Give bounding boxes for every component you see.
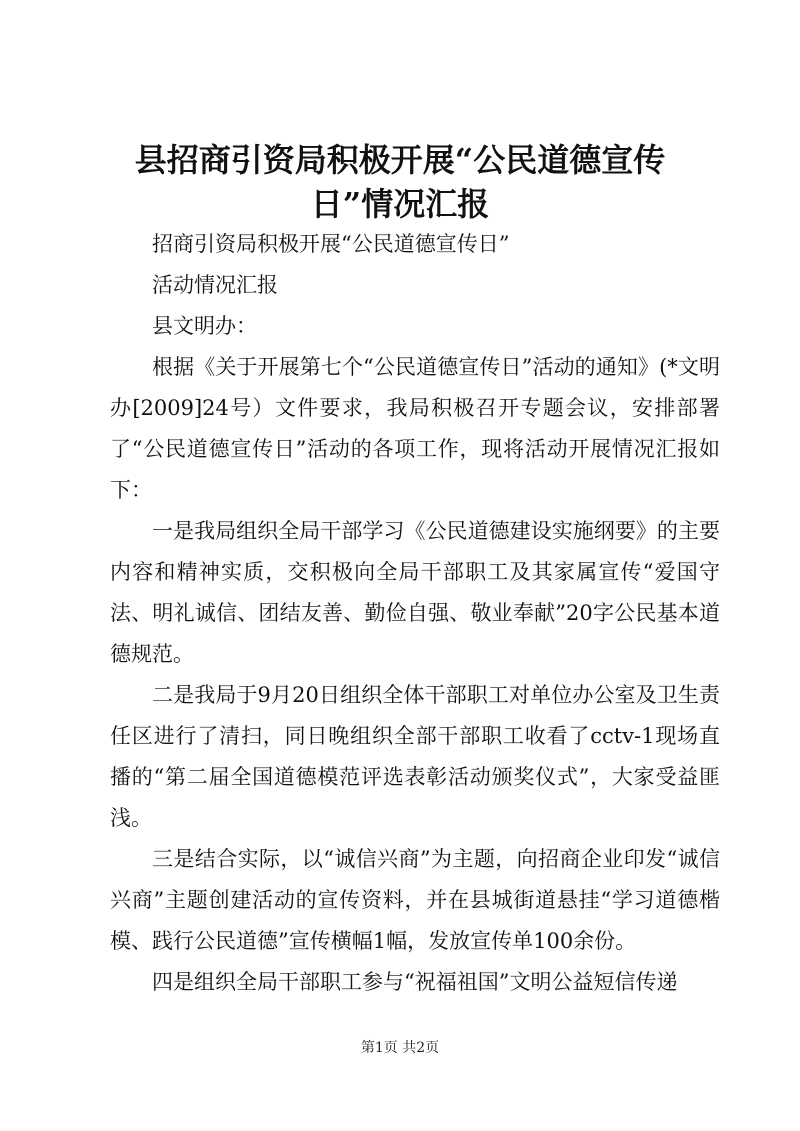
paragraph-subtitle-line-2: 活动情况汇报 xyxy=(152,273,278,297)
paragraph-addressee: 县文明办： xyxy=(152,314,257,338)
paragraph-item-1: 一是我局组织全局干部学习《公民道德建设实施纲要》的主要内容和精神实质，交积极向全局干部职工及其家属宣传“爱国守法、明礼诚信、团结友善、勤俭自强、敬业奉献”20字公民基本道德规范。 xyxy=(110,519,720,666)
document-body xyxy=(110,224,720,1003)
paragraph-item-3: 三是结合实际，以“诚信兴商”为主题，向招商企业印发“诚信兴商”主题创建活动的宣传资料，并在县城街道悬挂“学习道德楷模、践行公民道德”宣传横幅1幅，发放宣传单100余份。 xyxy=(110,847,720,953)
paragraph-item-2: 二是我局于9月20日组织全体干部职工对单位办公室及卫生责任区进行了清扫，同日晚组织全部干部职工收看了cctv-1现场直播的“第二届全国道德模范评选表彰活动颁奖仪式”，大家受益匪浅。 xyxy=(110,683,720,830)
paragraph-intro: 根据《关于开展第七个“公民道德宣传日”活动的通知》(*文明办[2009]24号）文件要求，我局积极召开专题会议，安排部署了“公民道德宣传日”活动的各项工作，现将活动开展情况汇报如下： xyxy=(110,355,720,502)
paragraph-subtitle-line-1: 招商引资局积极开展“公民道德宣传日” xyxy=(152,232,510,256)
paragraph-item-4: 四是组织全局干部职工参与“祝福祖国”文明公益短信传递 xyxy=(152,970,678,994)
page-footer: 第1页 共2页 xyxy=(360,1040,440,1056)
document-title: 县招商引资局积极开展“公民道德宣传日”情况汇报 xyxy=(134,141,666,223)
